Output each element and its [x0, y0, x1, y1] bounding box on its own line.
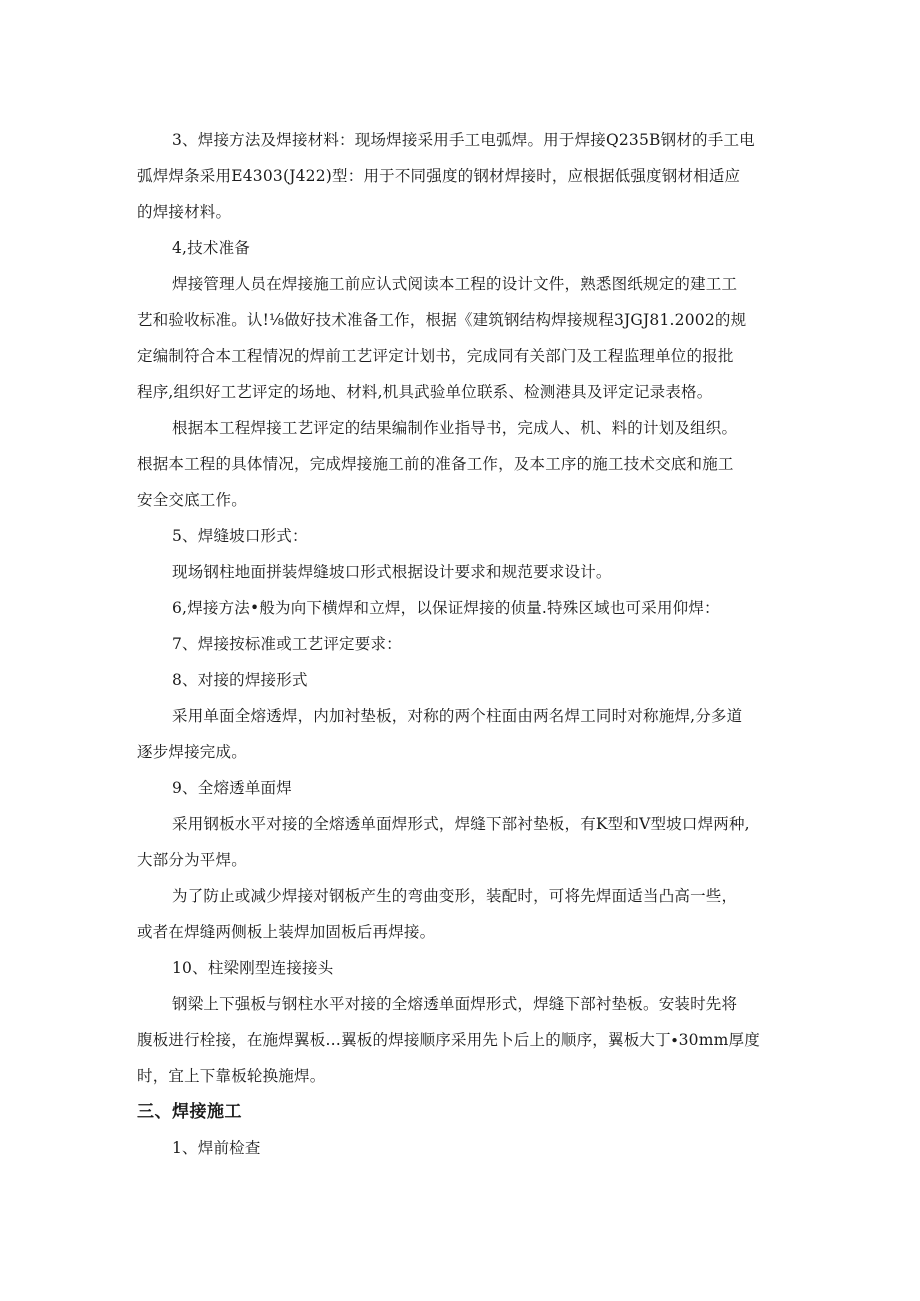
paragraph-line: 腹板进行栓接，在施焊翼板…翼板的焊接顺序采用先卜后上的顺序，翼板大丁∙30mm厚度	[137, 1031, 760, 1049]
paragraph-line: 大部分为平焊。	[137, 851, 247, 869]
paragraph-line: 根据本工程的具体情况，完成焊接施工前的准备工作，及本工序的施工技术交底和施工	[137, 455, 734, 473]
paragraph-line: 6,焊接方法•般为向下横焊和立焊，以保证焊接的侦量.特殊区域也可采用仰焊：	[172, 599, 720, 617]
paragraph-line: 的焊接材料。	[137, 203, 232, 221]
section-heading: 三、焊接施工	[137, 1102, 242, 1122]
paragraph-line: 钢梁上下强板与钢柱水平对接的全熔透单面焊形式，焊缝下部衬垫板。安装时先将	[172, 995, 738, 1013]
paragraph-line: 7、焊接按标准或工艺评定要求：	[172, 635, 402, 653]
paragraph-line: 逐步焊接完成。	[137, 743, 247, 761]
paragraph-line: 5、焊缝坡口形式：	[172, 527, 308, 545]
paragraph-line: 程序,组织好工艺评定的场地、材料,机具武验单位联系、检测港具及评定记录表格。	[137, 383, 713, 401]
paragraph-line: 现场钢柱地面拼装焊缝坡口形式根据设计要求和规范要求设计。	[172, 563, 612, 581]
paragraph-line: 弧焊焊条采用E4303(J422)型：用于不同强度的钢材焊接时，应根据低强度钢材相适应	[137, 167, 741, 185]
paragraph-line: 艺和验收标准。认!⅛做好技术准备工作，根据《建筑钢结构焊接规程3JGJ81.2002的规	[137, 311, 747, 329]
paragraph-line: 8、对接的焊接形式	[172, 671, 308, 689]
paragraph-line: 4,技术准备	[172, 239, 250, 257]
paragraph-line: 焊接管理人员在焊接施工前应认式阅读本工程的设计文件，熟悉图纸规定的建工工	[172, 275, 738, 293]
paragraph-line: 采用钢板水平对接的全熔透单面焊形式，焊缝下部衬垫板，有K型和V型坡口焊两种,	[172, 815, 750, 833]
paragraph-line: 根据本工程焊接工艺评定的结果编制作业指导书，完成人、机、料的计划及组织。	[172, 419, 738, 437]
paragraph-line: 为了防止或减少焊接对钢板产生的弯曲变形，装配时，可将先焊面适当凸高一些，	[172, 887, 738, 905]
paragraph-line: 10、柱梁刚型连接接头	[172, 959, 334, 977]
paragraph-line: 3、焊接方法及焊接材料：现场焊接采用手工电弧焊。用于焊接Q235B钢材的手工电	[172, 131, 755, 149]
document-body	[137, 122, 797, 1166]
paragraph-line: 安全交底工作。	[137, 491, 247, 509]
paragraph-line: 采用单面全熔透焊，内加衬垫板，对称的两个柱面由两名焊工同时对称施焊,分多道	[172, 707, 743, 725]
paragraph-line: 9、全熔透单面焊	[172, 779, 292, 797]
paragraph-line: 或者在焊缝两侧板上装焊加固板后再焊接。	[137, 923, 436, 941]
subsection-title: 1、焊前检查	[172, 1139, 261, 1157]
paragraph-line: 时，宜上下靠板轮换施焊。	[137, 1067, 326, 1085]
paragraph-line: 定编制符合本工程情况的焊前工艺评定计划书，完成同有关部门及工程监理单位的报批	[137, 347, 734, 365]
